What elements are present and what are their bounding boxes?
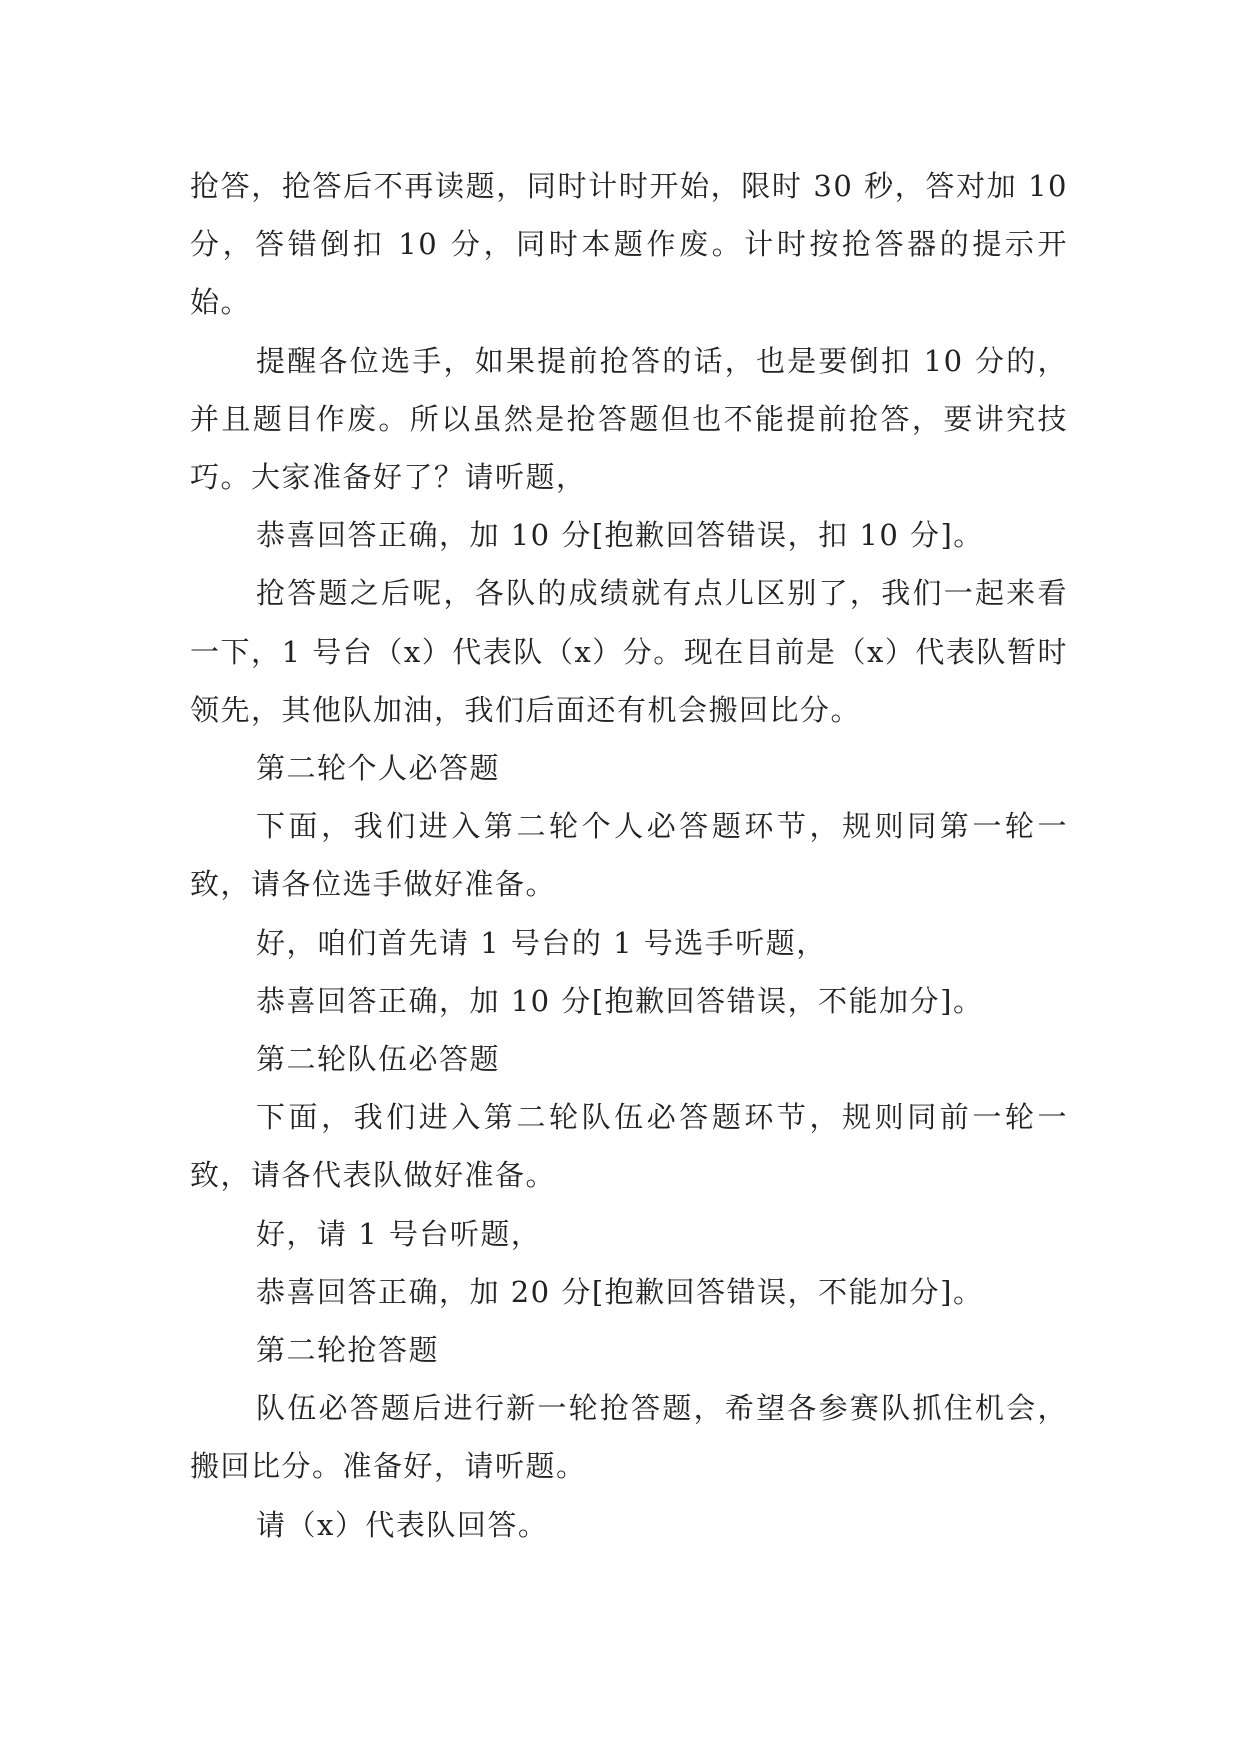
paragraph-round2-rush-intro: 队伍必答题后进行新一轮抢答题，希望各参赛队抓住机会，搬回比分。准备好，请听题。 — [190, 1391, 1068, 1484]
paragraph-rush-answer-rules: 抢答，抢答后不再读题，同时计时开始，限时 30 秒，答对加 10 分，答错倒扣 10 分，同时本题作废。计时按抢答器的提示开始。 — [190, 169, 1068, 320]
paragraph-answer-result-3: 恭喜回答正确，加 20 分[抱歉回答错误，不能加分]。 — [256, 1274, 984, 1309]
document-body — [190, 157, 1068, 1554]
paragraph-first-contestant-call: 好，咱们首先请 1 号台的 1 号选手听题， — [256, 925, 827, 960]
section-heading-round2-individual: 第二轮个人必答题 — [256, 751, 501, 786]
paragraph-answer-result-1: 恭喜回答正确，加 10 分[抱歉回答错误，扣 10 分]。 — [256, 518, 984, 553]
paragraph-round2-individual-intro: 下面，我们进入第二轮个人必答题环节，规则同第一轮一致，请各位选手做好准备。 — [190, 809, 1068, 902]
paragraph-early-answer-warning: 提醒各位选手，如果提前抢答的话，也是要倒扣 10 分的，并且题目作废。所以虽然是抢答题但也不能提前抢答，要讲究技巧。大家准备好了？请听题， — [190, 343, 1068, 495]
paragraph-round2-team-intro: 下面，我们进入第二轮队伍必答题环节，规则同前一轮一致，请各代表队做好准备。 — [190, 1100, 1068, 1193]
section-heading-round2-rush: 第二轮抢答题 — [256, 1333, 440, 1368]
paragraph-team-answer-call: 请（x）代表队回答。 — [256, 1507, 549, 1542]
paragraph-score-summary: 抢答题之后呢，各队的成绩就有点儿区别了，我们一起来看一下，1 号台（x）代表队（x）分。现在目前是（x）代表队暂时领先，其他队加油，我们后面还有机会搬回比分。 — [190, 576, 1068, 727]
paragraph-answer-result-2: 恭喜回答正确，加 10 分[抱歉回答错误，不能加分]。 — [256, 983, 984, 1018]
section-heading-round2-team: 第二轮队伍必答题 — [256, 1042, 501, 1077]
paragraph-team-call: 好，请 1 号台听题， — [256, 1216, 542, 1251]
